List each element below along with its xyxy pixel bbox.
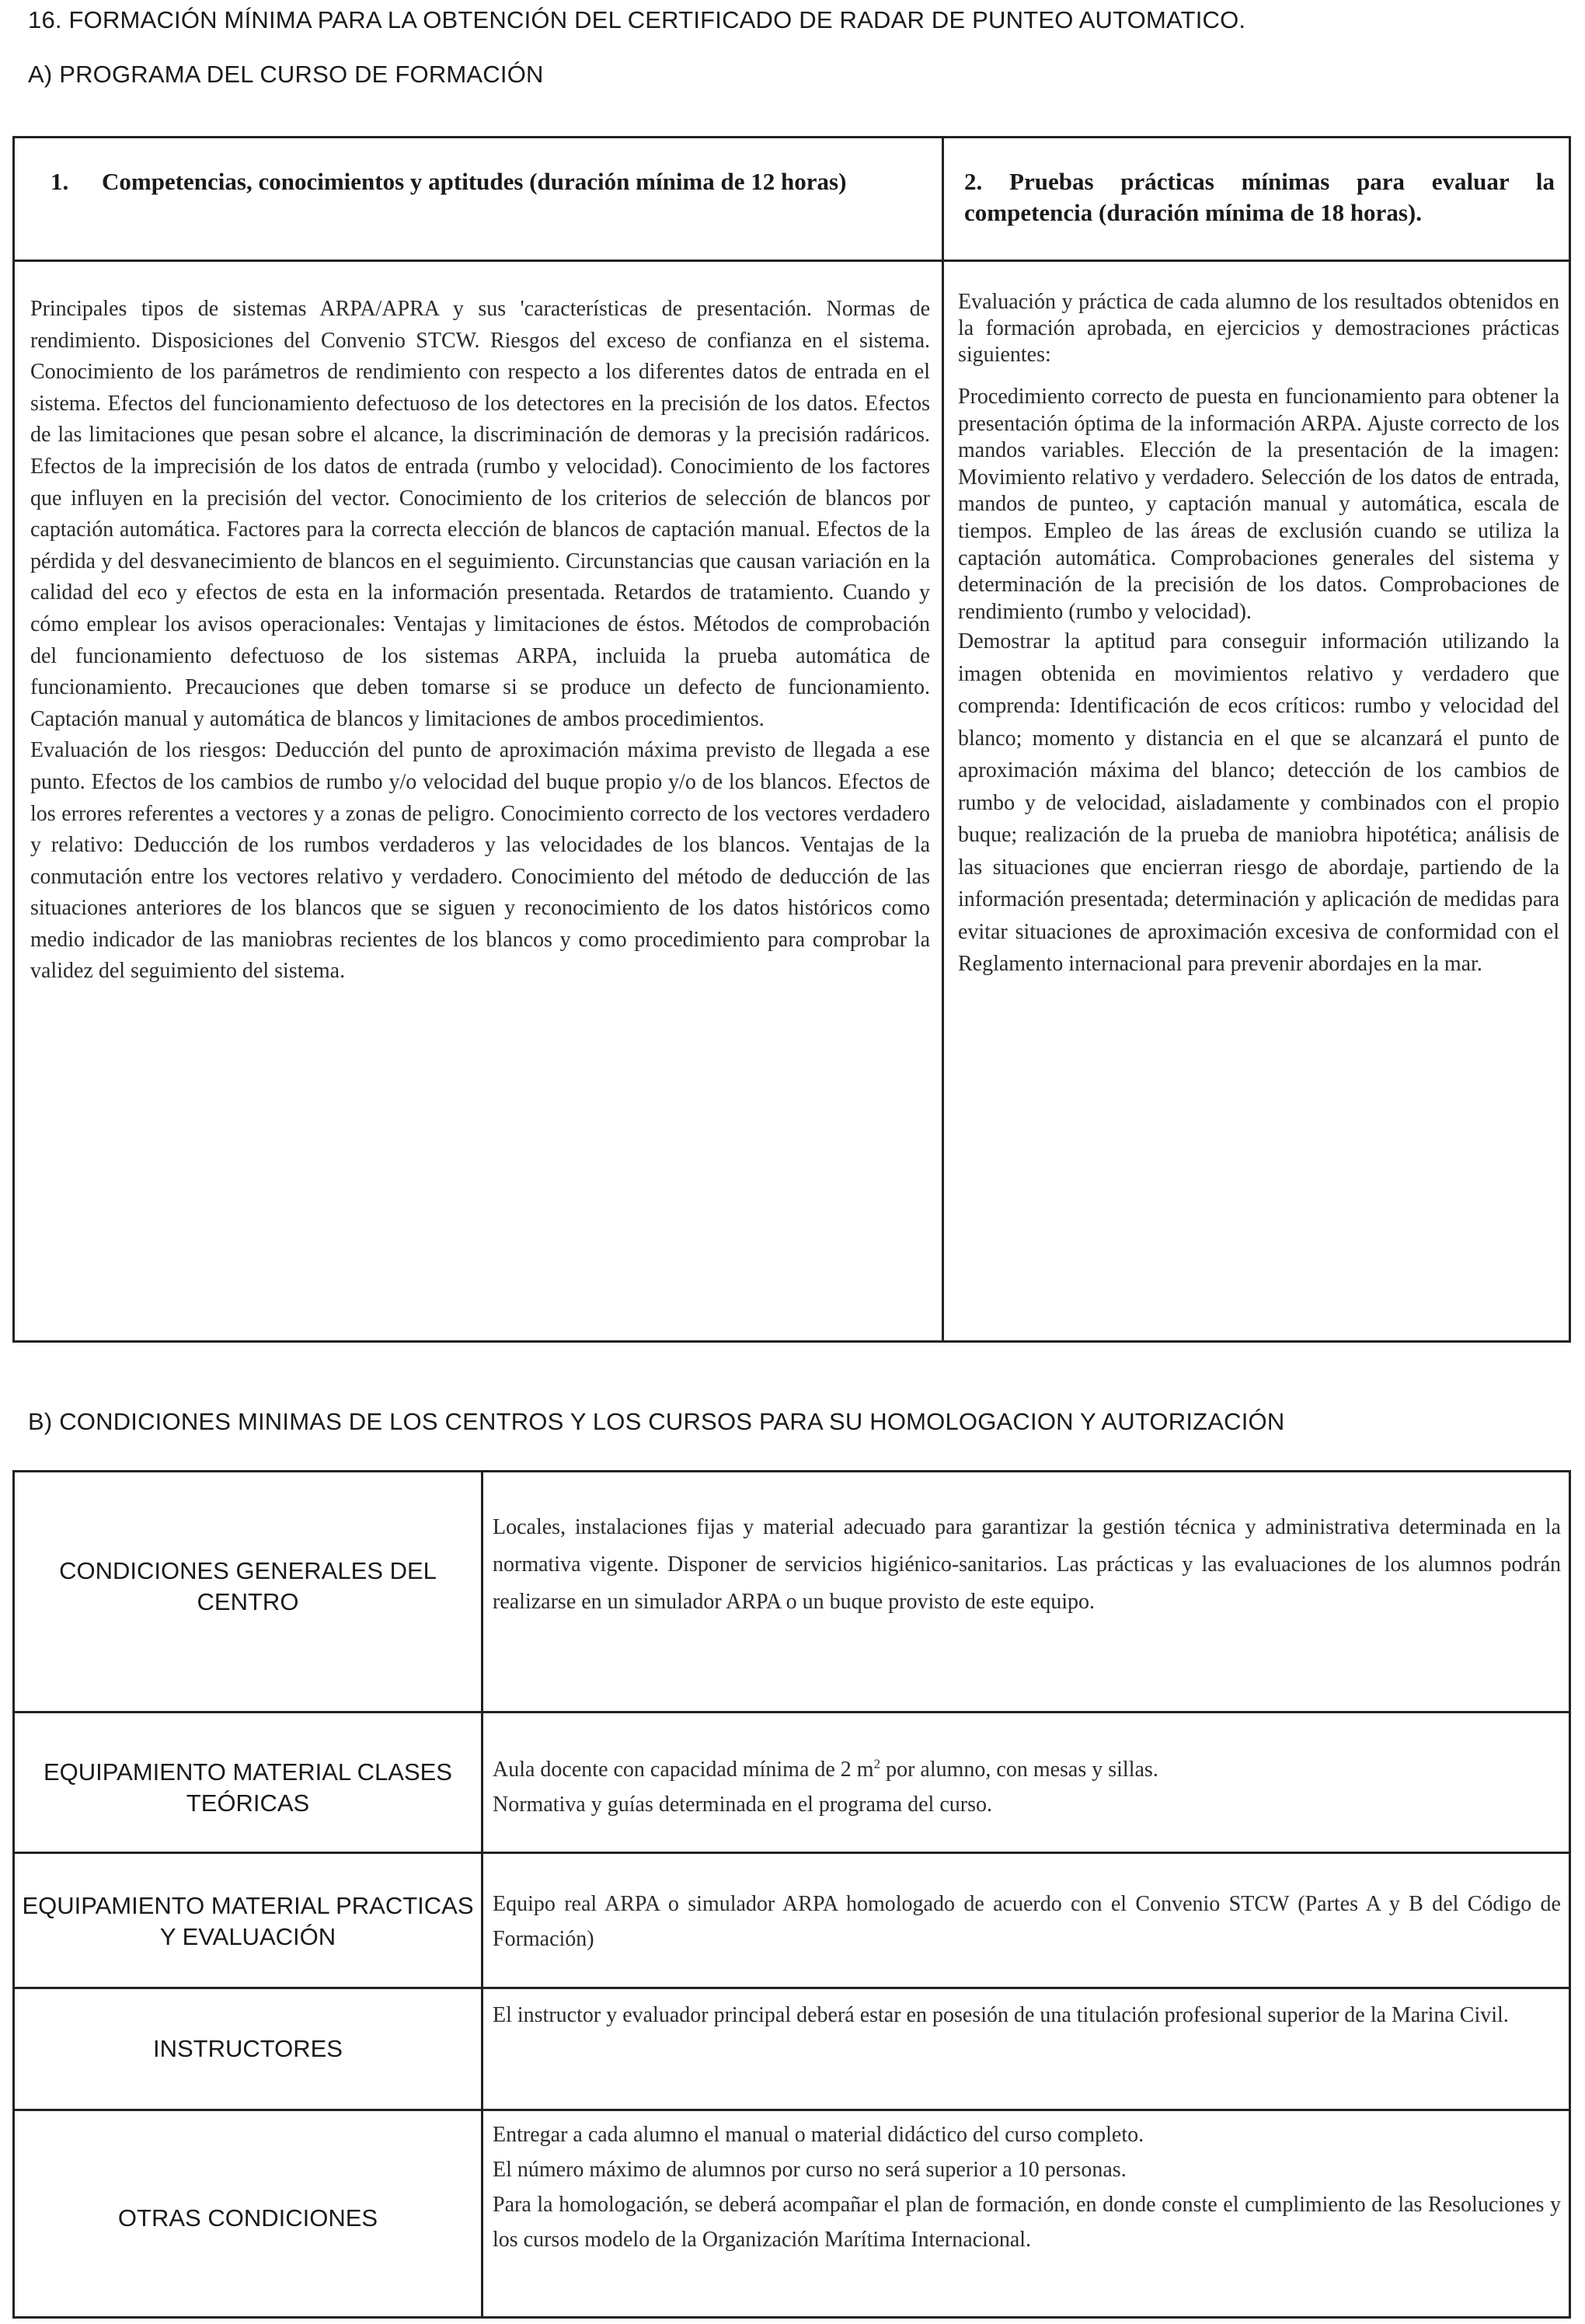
program-table [12,136,1571,1343]
condition-text-other [493,2117,1561,2257]
column-divider [942,138,944,1340]
condition-text-theory-equipment [493,1752,1561,1822]
paragraph: Demostrar la aptitud para conseguir información utilizando la imagen obtenida en movimientos relativo y verdadero que comprenda: Identificación de ecos críticos: rumbo y velocidad del blanco; momento y distancia en el que se alcanzará el punto de aproximación máxima del blanco; detección de los cambios de rumbo y de velocidad, aisladamente y combinados con el propio buque; realización de la prueba de maniobra hipotética; análisis de las situaciones que encierran riesgo de abordaje, partiendo de la información presentada; determinación y aplicación de medidas para evitar situaciones de aproximación excesiva de conformidad con el Reglamento internacional para prevenir abordajes en la mar. [958,629,1559,977]
column-header-text: Competencias, conocimientos y aptitudes (duración mínima de 12 horas) [102,168,847,195]
condition-label-theory-equipment: EQUIPAMIENTO MATERIAL CLASES TEÓRICAS [44,1758,452,1817]
paragraph: Procedimiento correcto de puesta en funcionamiento para obtener la presentación óptima de la información ARPA. Ajuste correcto de los mandos variables. Elección de la presentación de la imagen: Movimiento relativo y verdadero. Selección de los datos de entrada, mandos de punteo, y captación manual y automática, escala de tiempos. Empleo de las áreas de exclusión cuando se utiliza la captación automática. Comprobaciones generales del sistema y determinación de la precisión de los datos. Comprobaciones de rendimiento (rumbo y velocidad). [958,385,1559,624]
condition-label-general-centre: CONDICIONES GENERALES DEL CENTRO [59,1557,437,1615]
condition-line: Aula docente con capacidad mínima de 2 $m^2$ por alumno, con mesas y sillas. [493,1756,1158,1782]
condition-label-practice-equipment: EQUIPAMIENTO MATERIAL PRACTICAS Y EVALUACIÓN [22,1892,474,1950]
condition-line: El número máximo de alumnos por curso no será superior a 10 personas. [493,2158,1127,2182]
condition-line: Entregar a cada alumno el manual o material didáctico del curso completo. [493,2123,1144,2147]
section-b-heading: B) CONDICIONES MINIMAS DE LOS CENTROS Y LOS CURSOS PARA SU HOMOLOGACION Y AUTORIZACIÓN [28,1408,1285,1435]
conditions-table [12,1470,1571,2319]
practical-tests-content [958,289,1559,981]
row-divider [15,2109,1569,2111]
condition-line: Normativa y guías determinada en el programa del curso. [493,1793,992,1817]
condition-text-general-centre [493,1509,1561,1621]
condition-text-instructors [493,1998,1561,2033]
competencies-content [30,294,930,988]
condition-line: El instructor y evaluador principal deberá estar en posesión de una titulación profesional superior de la Marina Civil. [493,2003,1509,2027]
condition-line: Locales, instalaciones fijas y material adecuado para garantizar la gestión técnica y administrativa determinada en la normativa vigente. Disponer de servicios higiénico-sanitarios. Las prácticas y las evaluaciones de los alumnos podrán realizarse en un simulador ARPA o un buque provisto de este equipo. [493,1515,1561,1614]
condition-line: Equipo real ARPA o simulador ARPA homologado de acuerdo con el Convenio STCW (Partes A y B del Código de Formación) [493,1892,1561,1951]
section-a-heading: A) PROGRAMA DEL CURSO DE FORMACIÓN [28,61,544,88]
condition-line: Para la homologación, se deberá acompañar el plan de formación, en donde conste el cumplimiento de las Resoluciones y los cursos modelo de la Organización Marítima Internacional. [493,2193,1561,2252]
row-divider [15,1987,1569,1989]
column-number: 1. [51,168,69,195]
row-divider [15,1711,1569,1713]
column-divider [481,1472,483,2316]
paragraph: Principales tipos de sistemas ARPA/APRA y sus 'características de presentación. Normas de rendimiento. Disposiciones del Convenio STCW. Riesgos del exceso de confianza en el sistema. Conocimiento de los parámetros de rendimiento con respecto a los diferentes datos de entrada en el sistema. Efectos del funcionamiento defectuoso de los detectores en la precisión de los datos. Efectos de las limitaciones que pesan sobre el alcance, la discriminación de demoras y la precisión radáricos. Efectos de la imprecisión de los datos de entrada (rumbo y velocidad). Conocimiento de los factores que influyen en la precisión del vector. Conocimiento de los criterios de selección de blancos por captación automática. Factores para la correcta elección de blancos de captación manual. Efectos de la pérdida y del desvanecimiento de blancos en el seguimiento. Circunstancias que causan variación en la calidad del eco y efectos de esta en la información presentada. Retardos de tratamiento. Cuando y cómo emplear los avisos operacionales: Ventajas y limitaciones de éstos. Métodos de comprobación del funcionamiento defectuoso de los sistemas ARPA, incluida la prueba automática de funcionamiento. Precauciones que deben tomarse si se produce un defecto de funcionamiento. Captación manual y automática de blancos y limitaciones de ambos procedimientos. [30,297,930,731]
paragraph: Evaluación y práctica de cada alumno de los resultados obtenidos en la formación aprobada, en ejercicios y demostraciones prácticas siguientes: [958,290,1559,367]
condition-label-instructors: INSTRUCTORES [152,2035,343,2062]
row-divider [15,1852,1569,1854]
column-header-competencies [51,166,913,197]
condition-text-practice-equipment [493,1887,1561,1956]
header-divider [15,260,1569,262]
condition-label-other: OTRAS CONDICIONES [117,2204,378,2232]
page-title: 16. FORMACIÓN MÍNIMA PARA LA OBTENCIÓN DEL CERTIFICADO DE RADAR DE PUNTEO AUTOMATICO. [28,6,1246,33]
paragraph: Evaluación de los riesgos: Deducción del punto de aproximación máxima previsto de llegada a ese punto. Efectos de los cambios de rumbo y/o velocidad del buque propio y/o de los blancos. Efectos de los errores referentes a vectores y a zonas de peligro. Conocimiento correcto de los vectores verdadero y relativo: Deducción de los rumbos verdaderos y las velocidades de los blancos. Ventajas de la conmutación entre los vectores relativo y verdadero. Conocimiento del método de deducción de las situaciones anteriores de los blancos que se siguen y reconocimiento de los datos históricos como medio indicador de las maniobras recientes de los blancos y como procedimiento para comprobar la validez del seguimiento del sistema. [30,738,930,984]
column-header-practical-tests: 2. Pruebas prácticas mínimas para evaluar la competencia (duración mínima de 18 horas). [964,168,1555,226]
